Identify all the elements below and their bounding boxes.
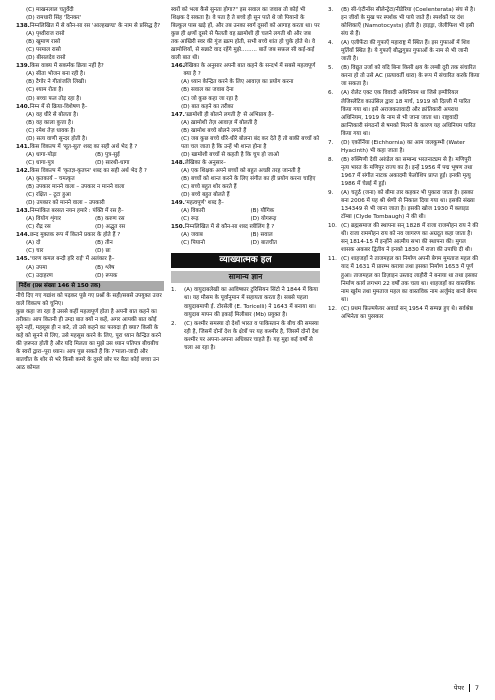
option: (B) पुत्र-सुई [95,151,120,158]
solutions-banner: व्याख्यात्मक हल [171,253,320,268]
answer-text: (B) सी-एंटीनॉस सीलेन्ट्रेटा/नीडेरिया (Coelenterata) संघ से है। इन जीवों के मुख पर स्पर्शक भी पाये जाते हैं। स्पर्शकों पर दंश कोशिकाएँ (Namotocysts) होती है। हाइड्रा, जेलीफिश भी इसी संघ से हैं। [341,7,476,38]
option: (A) वियोग शृंगार [26,216,61,223]
option: (A) सीता भोजन बना रही है। [26,71,86,78]
answer-item [328,189,480,221]
question-text: 'चरण कमल बन्दौ हरि राई' में अलंकार है– [29,256,115,263]
option: (B) बच्चों को शान्त करने के लिए संगीत का ही प्रयोग करना चाहिए [181,175,316,182]
answer-number: 5. [328,65,334,72]
option: (A) दो [26,240,41,247]
answer-item [171,286,320,318]
option: (A) कृतकार्य – चमत्कृत [26,175,75,182]
answer-number: 11. [328,256,337,263]
question-text: निम्नलिखित में से कौन-सा रस 'आल्हखण्ड' के नाम से प्रसिद्ध है? [29,23,161,30]
answer-item [328,156,480,188]
question-number: 139. [16,63,30,70]
option: (D) बच्चा फल तोड़ रहा है। [26,95,82,102]
question [171,159,320,167]
answer-item [328,89,480,137]
option: (D) सारथी-धागा [95,159,130,166]
instruction-heading: निर्देश (प्रश्न संख्या 146 से 150 तक) [16,281,164,291]
option: (C) रक्षित – टूटा हुआ [26,192,71,199]
option: (C) जो कुछ कहा जा रहा है [181,95,238,102]
question-number: 143. [16,208,30,215]
question [16,22,164,30]
option: (B) श्लेष [95,264,115,271]
question-text: लेखिका के अनुसार– [184,159,226,166]
option-row [16,264,164,272]
answer-number: 12. [328,305,337,312]
option: (B) सवाल का जवाब देना [181,87,234,94]
answer-number: 10. [328,223,337,230]
answer-item [328,6,480,38]
answer-item [328,305,480,321]
option: (C) जब कुछ बच्चे धीरे-धीरे बोलना बंद कर देते हैं तो बाकी बच्चों को पता चल जाता है कि उन्हें भी शान्त होना है [181,135,320,150]
page-number: 7 [474,683,479,692]
question-text: किस वाक्य में सकर्मक क्रिया नहीं है? [29,63,104,70]
option-row [171,239,320,247]
question [16,143,164,151]
question-number: 141. [16,143,30,150]
option: (D) बीसलदेव रासो [26,55,66,62]
answer-text: (D) एकॉर्निया (Eichhornia) का आम जलकुम्भी (Water Hyacinth) भी कहा जाता है। [341,139,466,154]
option: (D) रामधारी सिंह 'दिनकर' [26,15,82,22]
answer-text: (A) वायुदाबलेखी का आविष्कार टुरिसियन सिंटो ने 1844 में किया था। यह मौसम के पूर्वानुमान में सहायता करता है। सबसे पहला वायुदाबमापी ई. टोरसेली (E. Toricelli) ने 1643 में बनाया था। वायुदाब मापन की इकाई मिलीबार (Mb) प्रयुक्त है। [184,287,319,318]
paragraph: स्वरों को भला कैसे सुनता होगा?" इस सवाल का जवाब तो कोई भी शिक्षक दे सकता है। वे पता है ते बच्चे ही सुन पाते थे जो पियानो के बिल्कुल पास खड़े हों, और तब उनका स्वर्ग दूसरों को आगाह करता था। पर कुछ ही क्षणों दूसरे से फैलती वह ख़ामोशी ही चलने लगती थी और जब तक आखिरी स्वर की गूंज ख़त्म होती, सभी बच्चे शांत हो चुके होते थे। वे ख़ामोशियाँ, से सन्नाटे वाद रहेंगे मुझे......... बातें जब सफ़ल सी कई-कई वाली बात थी। [171,7,320,62]
option-row [16,247,164,255]
answer-number: 3. [328,7,334,13]
option-row [16,151,164,159]
option: (D) बातचीत [250,240,277,247]
option: (D) रूपक [95,272,118,279]
answer-number: 4. [328,40,334,47]
option: (B) खुमाण रासो [26,39,61,46]
answer-text: (A) चतुर्ठ (जना) को बीमा तार कहकर भी पुकारा जाता है। इसका बना 2006 में यह श्री श्रेणी से निकाल दिया गया था। इसकी संख्या 134349 से भी जाना जाता है। इसकी खोज 1930 में क्लाइड टॉम्बा (Clyde Tombaugh) ने की थी। [341,190,475,221]
option: (A) पृथ्वीराज रासो [26,31,65,38]
question-number: 145. [16,256,30,263]
option-row [16,239,164,247]
option: (D) अद्भुत रस [95,224,126,231]
option: (A) एक शिक्षक अपने बच्चों को बहुत अच्छी तरह जानती है [181,167,301,174]
answer-number: 2. [171,320,177,327]
option: (A) ध्यान केन्द्रित करने के लिए आवाज़ का प्रयोग करना [181,79,294,86]
answer-text: (C) प्रथम फ़िल्मफेयर अवार्ड सन् 1954 में सम्पन्न हुए थे। सर्वश्रेष्ठ अभिनेता का पुरस्कार [341,305,473,320]
option: (D) बच्चे बहुत बोलते हैं [181,192,230,199]
option: (A) धागा-पोड़ा [26,151,57,158]
answer-text: (C) शाहजहाँ ने ताजमहल का निर्माण अपनी बेगम मुमताज महल की याद में 1631 में प्रारम्भ कराया तथा इसका निर्माण 1653 में पूर्ण हुआ। ताजमहल का डिज़ाइन उस्ताद लाहौरी ने बनाया था तथा इसका निर्माण कार्य लगभग 22 वर्षों तक चला था। शाहजहाँ का वास्तविक नाम खुर्रम तथा मुमताज महल का वास्तविक नाम अर्जुमंद बानो बेगम था। [341,256,479,303]
question-text: किस विकल्प में 'सूत-सुत' शब्द का सही अर्थ भेद है ? [29,143,138,150]
option: (C) बच्चे बहुत शोर करते हैं [181,184,237,191]
question [171,62,320,78]
question-text: निम्न में से क्रिया-विशेषण है– [29,103,88,110]
question-text: 'ख़ामोशी ही बोलने लगती है' से अभिप्राय है– [184,111,274,118]
question-text: किस विकल्प में 'कृतज्ञ-कृतघ्न' शब्द का सही अर्थ भेद है ? [29,167,147,174]
answer-text: (A) एलीफेंटा की गुफाएँ महाराष्ट्र में स्थित हैं। इस गुफाओं में शिव मूर्तियाँ स्थित है। ये गुफाएँ बौद्धगुफ़ा गुफाओं के नाम से भी जानी जाती है। [341,40,470,63]
paragraph: कुछ कहा जा रहा है उससे कहीं महत्वपूर्ण होता है अपनी बात कहने का तरीका। आप कितनी ही उम्दा बात क्यों न कहें, अगर आपकी बात कोई सुने नहीं, महसूस ही न करे, तो उसे कहने का फायदा ही क्या? किसी के कहे को सुनने से लिए, उसे महसूस करने के लिए, पूरा ध्यान केन्द्रित करने की ज़रूरत होती है और यदि मिलता का मुझे उस ध्यान पतिपत्र बीचबीच के स्वरों द्वारा–पूरा ध्यान। आप पूछ सकते हैं कि ?'माला-जादी और बातचीत के शोर से भरे किसी कमरे के दूसरे छोर पर बैठा कोई बच्चा उन आठ कोमल [16,308,161,372]
answer-item [328,139,480,155]
footer-divider [469,684,470,692]
column-2 [171,6,320,353]
question [16,207,164,215]
option: (B) खामोश बच्चे बोलने लगते हैं [181,127,247,134]
answer-number: 8. [328,156,334,163]
answer-text: (B) विद्युत उर्जा को यदि बिना किसी क्षय के लम्बी दूरी तक संचारित करना हो तो उसे AC (प्रत्यावर्ती धारा) के रूप में संचारित करके किया जा सकता है। [341,65,480,88]
option: (C) रमेश तेज़ धावक है। [26,127,76,134]
option: (A) विकारी [181,208,206,215]
paragraph: नीचे दिए गए गद्यांश को पढ़कर पूछे गए प्रश्नों के सही/सबसे उपयुक्त उत्तर वाले विकल्प को चुनिए। [16,292,162,307]
option-row [16,223,164,231]
question-number: 138. [16,23,30,30]
answer-item [328,222,480,254]
answer-item [328,255,480,303]
answer-number: 9. [328,190,334,197]
option: (B) सवाल [250,232,273,239]
option: (B) करुण रस [95,216,125,223]
option: (D) उपकार को मानने वाला – उपकारी [26,200,105,207]
question-text: निम्नांकित बरसत नयन हमारे : पंक्ति में रस है– [29,208,124,215]
option: (D) सत्य वाणी सुन्दर होती है। [26,135,88,142]
option: (B) यौगिक [250,208,275,215]
question-number: 142. [16,167,30,174]
column-3 [328,6,480,322]
question-text: छन्द मुक्तक रूप में कितने प्रकार के होते हैं ? [29,232,121,239]
question [16,103,164,111]
answer-text: (B) रुक्मिणी देवी अरुंडेल का सम्बन्ध भरतनाट्यम से है। मणिपुरी नृत्य भारत के मणिपुर राज्य का है। इन्हें 1956 में पद्म भूषण तथा 1967 में संगीत नाटक अकादमी फेलोशिप प्राप्त हुई। इनकी मृत्यु 1986 में चेन्नई में हुई। [341,156,473,187]
section-heading: सामान्य ज्ञान [171,271,320,283]
option: (C) रूढ़ [181,216,199,223]
option: (B) तीन [95,240,113,247]
question [171,111,320,119]
option: (A) जवाब [181,232,203,239]
option: (C) चार [26,248,44,255]
question [171,223,320,231]
question-number: 149. [171,200,185,207]
answer-text: (C) कश्मीर समस्या दो देशों भारत व पाकिस्तान के बीच की समस्या रही है, जिसमें दोनों देश के क्षेत्रों पर यह कश्मीर है, जिसमें दोनों देश कश्मीर पर अपना-अपना अधिकार चाहते हैं। यह मुद्दा कई वर्षों से चला आ रहा है। [184,320,319,351]
answer-text: (C) ब्रह्मसमाज की स्थापना सन् 1828 में राजा राजमोहन राय ने की थी। राजा राममोहन राय को नव जागरण का अग्रदूत कहा जाता है। सन् 1814-15 में इन्होंने आत्मीय सभा की स्थापना की। मुगल शासक अकबर द्वितीय ने इनको 1830 में राजा की उपाधि दी थी। [341,223,479,254]
option: (D) छः [95,248,111,255]
answer-number: 1. [171,287,177,294]
option-row [16,272,164,280]
question-number: 147. [171,111,185,118]
question-number: 140. [16,103,30,110]
answer-number: 7. [328,139,334,146]
question-number: 150. [171,224,185,231]
option: (D) खामोशी बच्चों से कहती है कि चुप हो जाओ [181,151,279,158]
option: (C) रौद्र रस [26,224,51,231]
page-footer [454,683,479,692]
option: (C) श्याम रोता है। [26,87,64,94]
question-number: 146. [171,63,185,70]
option: (C) उदाहरण [26,272,53,279]
option-row [171,215,320,223]
question [171,199,320,207]
question-number: 148. [171,159,185,166]
question [16,255,164,263]
option-row [16,159,164,167]
question-text: लेखिका के अनुसार अपनी बात कहने के सन्दर्भ में सबसे महत्वपूर्ण क्या है ? [183,63,316,78]
option: (B) वह काला कुत्ता है। [26,119,74,126]
option: (C) धागा-पुत्र [26,159,54,166]
answer-item [328,64,480,88]
question-text: 'महत्वपूर्ण' शब्द है– [184,200,224,207]
option: (B) टैगोर ने गीतांजलि लिखी। [26,79,87,86]
option: (C) माखनलाल चतुर्वेदी [26,7,74,13]
option: (C) परमाल रासो [26,47,61,54]
answer-text: (A) रोलेट एक्ट एक विवादी अधिनियम था जिसे इम्पीरियल लेजिस्लेटिव काउंसिल द्वारा 18 मार्च, 1919 को दिल्ली में पारित किया गया था। इसे अराजकतावादी और क्रांतिकारी अपराध अधिनियम, 1919 के नाम से भी जाना जाता था। राष्ट्रवादी क्रान्तिकारी संगठनों से षमको मिलने के कारण यह अधिनियम पारित किया गया था। [341,90,476,137]
question [16,231,164,239]
option: (B) उपकार मानने वाला – उपकार न मानने वाला [26,184,125,191]
option: (A) उपमा [26,264,48,271]
footer-label: पेपर [453,684,464,692]
option-row [171,231,320,239]
option: (D) योगरूढ़ [250,216,277,223]
column-1 [16,6,164,372]
answer-number: 6. [328,90,334,97]
option-row [171,207,320,215]
option: (A) वह धीरे से बोलता है। [26,111,79,118]
answer-item [328,39,480,63]
question [16,62,164,70]
option-row [16,215,164,223]
option: (C) पियानो [181,240,205,247]
answer-item [171,320,320,352]
option: (A) ख़ामोशी तेज़ आवाज़ में बोलती है [181,119,258,126]
option: (D) बात कहने का तरीका [181,103,234,110]
question-number: 144. [16,232,30,239]
question-text: निम्नलिखित में से कौन-सा शब्द स्त्रीलिंग है ? [184,224,275,231]
question [16,167,164,175]
